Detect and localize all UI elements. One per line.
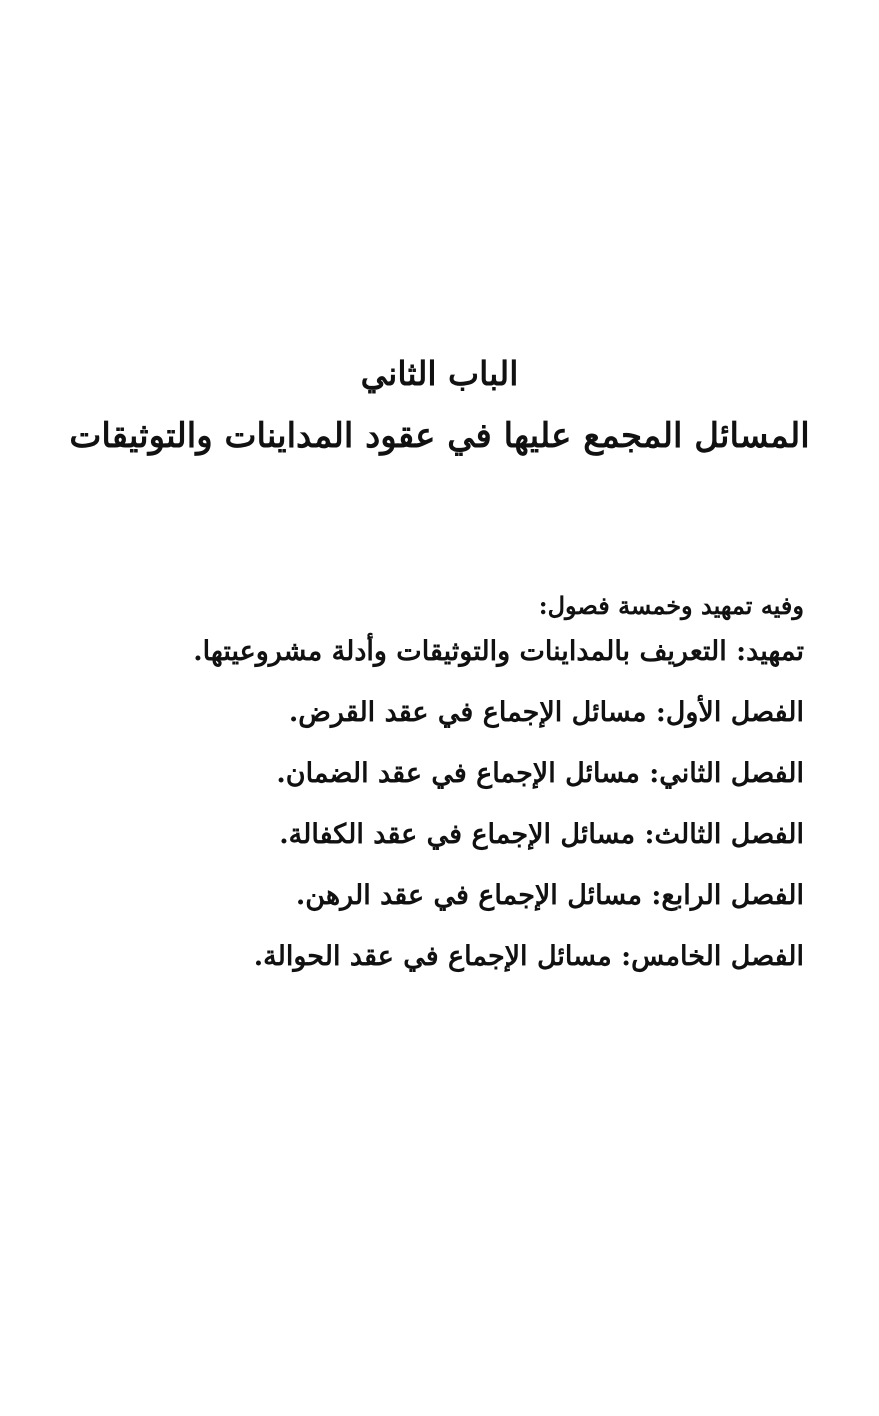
chapter-label: تمهيد :	[736, 636, 804, 667]
chapter-item-1	[84, 693, 804, 733]
chapter-list	[84, 632, 804, 977]
chapter-title: مسائل الإجماع في عقد الحوالة .	[254, 941, 612, 972]
chapter-item-2	[84, 754, 804, 794]
chapter-label: الفصل الخامس :	[621, 941, 804, 972]
chapter-item-4	[84, 876, 804, 916]
chapter-title: مسائل الإجماع في عقد القرض .	[289, 697, 647, 728]
chapter-label: الفصل الثالث :	[645, 819, 804, 850]
chapter-item-preface	[84, 632, 804, 672]
part-contents	[84, 586, 804, 998]
contents-intro: وفيه تمهيد وخمسة فصول:	[538, 591, 804, 620]
chapter-item-3	[84, 815, 804, 855]
chapter-label: الفصل الرابع :	[651, 880, 804, 911]
chapter-label: الفصل الأول :	[656, 697, 804, 728]
chapter-title: مسائل الإجماع في عقد الضمان .	[276, 758, 639, 789]
chapter-title: التعريف بالمداينات والتوثيقات وأدلة مشروعيتها .	[193, 636, 726, 667]
chapter-title: مسائل الإجماع في عقد الرهن .	[296, 880, 642, 911]
chapter-label: الفصل الثاني :	[649, 758, 804, 789]
part-title-heading: المسائل المجمع عليها في عقود المداينات والتوثيقات	[69, 416, 810, 456]
part-number-heading: الباب الثاني	[360, 354, 519, 393]
chapter-item-5	[84, 937, 804, 977]
chapter-title: مسائل الإجماع في عقد الكفالة .	[279, 819, 635, 850]
